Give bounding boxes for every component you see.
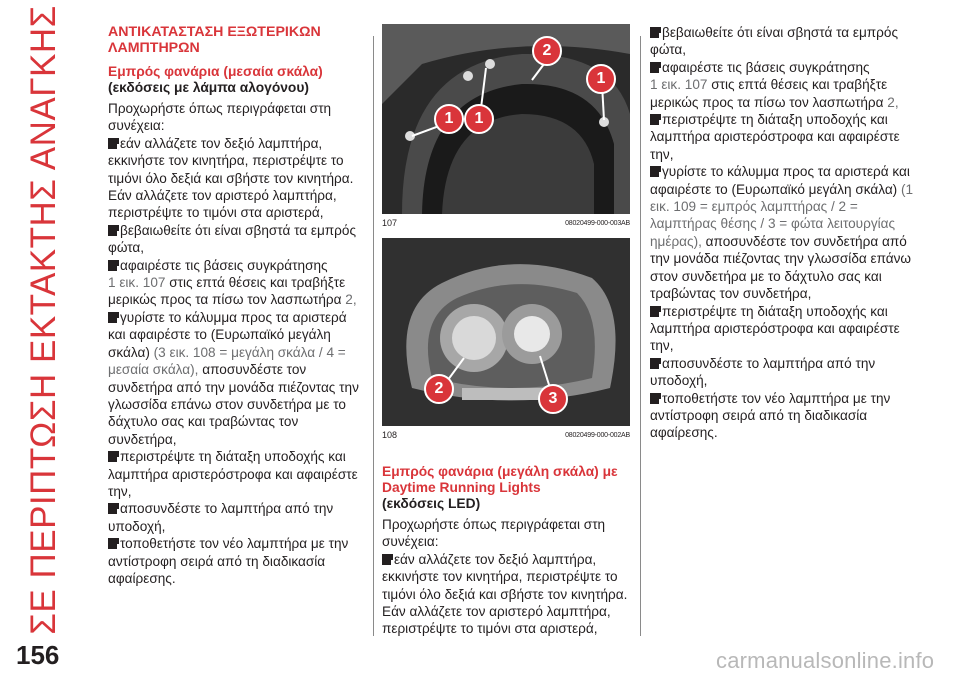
figure-reference: 2, — [887, 94, 899, 110]
column-divider — [373, 36, 374, 636]
figure-reference: (3 εικ. 108 = μεγάλη σκάλα / 4 = μεσαία σκάλα), — [108, 344, 346, 378]
section-heading: ΑΝΤΙΚΑΤΑΣΤΑΣΗ ΕΞΩΤΕΡΙΚΩΝ ΛΑΜΠΤΗΡΩΝ — [108, 24, 321, 56]
column-1 — [108, 24, 366, 587]
list-item: περιστρέψτε τη διάταξη υποδοχής και λαμπτήρα αριστερόστροφα και αφαιρέστε την, — [108, 449, 358, 499]
figure-reference: 1 εικ. 107 — [650, 77, 708, 93]
callout-badge: 1 — [464, 104, 494, 134]
figure-code: 08020499-000-002AB — [565, 432, 630, 440]
chapter-side-title — [14, 5, 74, 635]
list-item: περιστρέψτε τη διάταξη υποδοχής και λαμπτήρα αριστερόστροφα και αφαιρέστε την, — [650, 303, 900, 354]
figure-108-photo — [382, 238, 630, 426]
callout-badge: 3 — [538, 384, 568, 414]
wheel-arch-illustration — [382, 24, 630, 214]
list-item: αφαιρέστε τις βάσεις συγκράτησης 1 εικ. 107 στις επτά θέσεις και τραβήξτε μερικώς προς τα πίσω τον λασπωτήρα 2, — [108, 257, 357, 308]
headlamp-illustration — [382, 238, 630, 426]
bullet-icon — [108, 503, 117, 514]
figure-number: 108 — [382, 430, 398, 441]
list-item: τοποθετήστε τον νέο λαμπτήρα με την αντίστροφη σειρά από τη διαδικασία αφαίρεσης. — [108, 536, 349, 586]
figure-reference: (1 εικ. 109 = εμπρός λαμπτήρας / 2 = λαμπτήρας θέσης / 3 = φώτα λειτουργίας ημέρας), — [650, 181, 914, 249]
column-divider — [640, 36, 641, 636]
bullet-icon — [108, 138, 117, 149]
bullet-icon — [108, 312, 117, 323]
list-item: αφαιρέστε τις βάσεις συγκράτησης 1 εικ. 107 στις επτά θέσεις και τραβήξτε μερικώς προς τα πίσω τον λασπωτήρα 2, — [650, 59, 899, 110]
bullet-icon — [650, 393, 659, 404]
list-item: αποσυνδέστε το λαμπτήρα από την υποδοχή, — [108, 501, 334, 534]
bullet-icon — [108, 538, 117, 549]
figure-number: 107 — [382, 218, 398, 229]
bullet-icon — [650, 114, 659, 125]
list-item: τοποθετήστε τον νέο λαμπτήρα με την αντίστροφη σειρά από τη διαδικασία αφαίρεσης. — [650, 390, 891, 441]
figure-107-photo — [382, 24, 630, 214]
watermark: carmanualsonline.info — [716, 648, 935, 673]
figure-code: 08020499-000-003AB — [565, 220, 630, 228]
bullet-icon — [650, 27, 659, 38]
figure-caption — [382, 216, 630, 232]
list-item: εάν αλλάζετε τον δεξιό λαμπτήρα, εκκινήστε τον κινητήρα, περιστρέψτε το τιμόνι όλο δεξιά και σβήστε τον κινητήρα. Εάν αλλάζετε τον αριστερό λαμπτήρα, περιστρέψτε το τιμόνι στα αριστερά, — [108, 135, 354, 221]
bullet-icon — [108, 451, 117, 462]
list-item: εάν αλλάζετε τον δεξιό λαμπτήρα, εκκινήστε τον κινητήρα, περιστρέψτε το τιμόνι όλο δεξιά και σβήστε τον κινητήρα. Εάν αλλάζετε τον αριστερό λαμπτήρα, περιστρέψτε το τιμόνι στα αριστερά, — [382, 551, 628, 637]
subsection-note: (εκδόσεις LED) — [382, 496, 481, 511]
intro-text: Προχωρήστε όπως περιγράφεται στη συνέχεια: — [382, 517, 606, 550]
bullet-icon — [650, 166, 659, 177]
bullet-icon — [650, 358, 659, 369]
list-item: βεβαιωθείτε ότι είναι σβηστά τα εμπρός φώτα, — [108, 222, 357, 256]
page-number: 156 — [16, 640, 60, 670]
figure-caption — [382, 428, 630, 444]
figure-reference: 1 εικ. 107 — [108, 275, 166, 291]
list-item: περιστρέψτε τη διάταξη υποδοχής και λαμπτήρα αριστερόστροφα και αφαιρέστε την, — [650, 112, 900, 162]
callout-badge: 2 — [532, 36, 562, 66]
bullet-icon — [108, 225, 117, 236]
subsection-note: (εκδόσεις με λάμπα αλογόνου) — [108, 80, 309, 95]
bullet-icon — [382, 554, 391, 565]
subsection-heading: Εμπρός φανάρια (μεγάλη σκάλα) με Daytime Running Lights — [382, 464, 618, 495]
list-item: γυρίστε το κάλυμμα προς τα αριστερά και αφαιρέστε το (Ευρωπαϊκό μεγάλη σκάλα) (3 εικ. 108 = μεγάλη σκάλα / 4 = μεσαία σκάλα), αποσυνδέστε τον συνδετήρα από την μονάδα πιέζοντας την γλωσσίδα επάνω στον συνδετήρα με το δάχτυλο σας και τραβώντας τον συνδετήρα, — [108, 309, 359, 447]
intro-text: Προχωρήστε όπως περιγράφεται στη συνέχεια: — [108, 101, 332, 134]
list-item: αποσυνδέστε το λαμπτήρα από την υποδοχή, — [650, 355, 876, 389]
list-item: βεβαιωθείτε ότι είναι σβηστά τα εμπρός φώτα, — [650, 25, 899, 58]
chapter-title-text: ΣΕ ΠΕΡΙΠΤΩΣΗ ΕΚΤΑΚΤΗΣ ΑΝΑΓΚΗΣ — [24, 5, 63, 635]
bullet-icon — [650, 306, 659, 317]
callout-badge: 1 — [434, 104, 464, 134]
list-item: γυρίστε το κάλυμμα προς τα αριστερά και αφαιρέστε το (Ευρωπαϊκό μεγάλη σκάλα) (1 εικ. 109 = εμπρός λαμπτήρας / 2 = λαμπτήρας θέσης / 3 = φώτα λειτουργίας ημέρας), αποσυνδέστε τον συνδετήρα από την μονάδα πιέζοντας την γλωσσίδα επάνω στον συνδετήρα με το δάχτυλο σας και τραβώντας τον συνδετήρα, — [650, 164, 914, 302]
callout-badge: 2 — [424, 374, 454, 404]
bullet-icon — [108, 260, 117, 271]
figure-reference: 2, — [345, 292, 357, 308]
column-3 — [650, 24, 920, 442]
column-2 — [382, 24, 630, 638]
bullet-icon — [650, 62, 659, 73]
subsection-heading: Εμπρός φανάρια (μεσαία σκάλα) — [108, 64, 323, 79]
callout-badge: 1 — [586, 64, 616, 94]
